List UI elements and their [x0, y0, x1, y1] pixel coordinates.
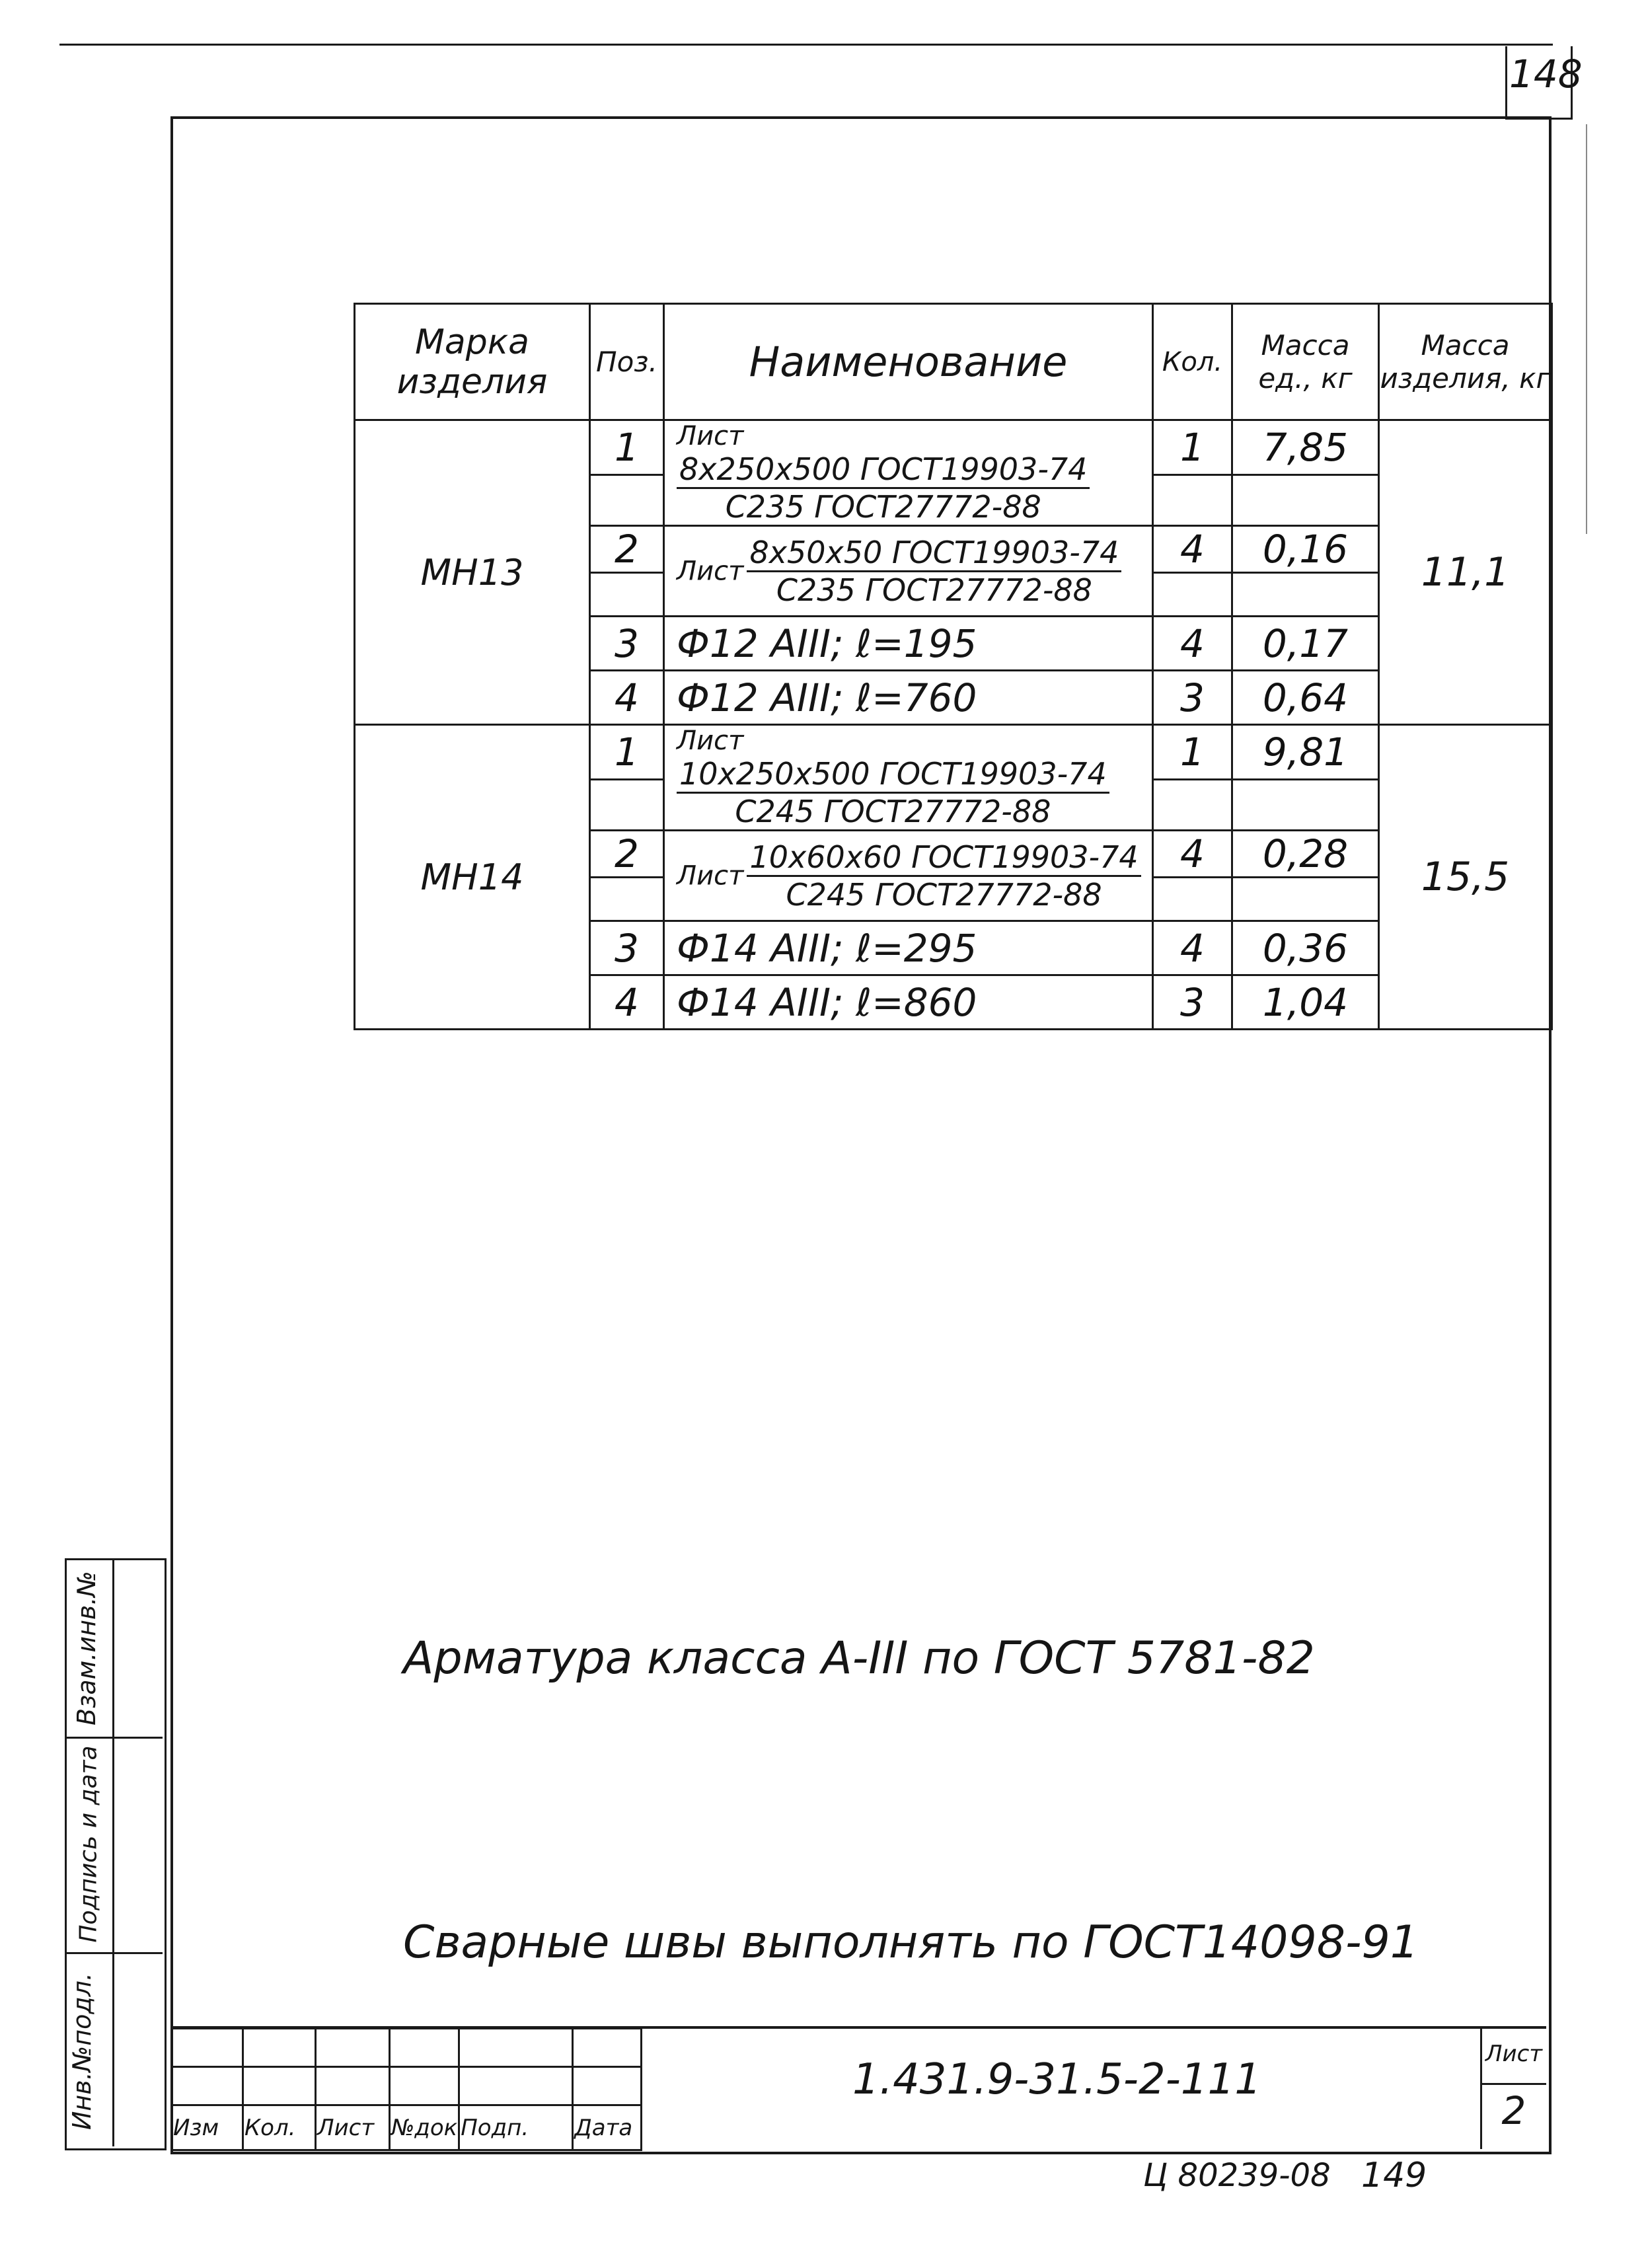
- top-rule: [59, 44, 1553, 46]
- header-name: Наименование: [664, 304, 1153, 420]
- name-cell: Лист 10х250х500 ГОСТ19903-74 С245 ГОСТ27772-88: [664, 725, 1153, 831]
- page-number: 149: [1361, 2156, 1427, 2195]
- side-stamp-podp-data: Подпись и дата: [75, 1745, 102, 1943]
- title-col-data: Дата: [573, 2105, 642, 2150]
- note-welds: Сварные швы выполнять по ГОСТ14098-91: [403, 1916, 1419, 1969]
- name-cell: Лист 8х250х500 ГОСТ19903-74 С235 ГОСТ27772-88: [664, 420, 1153, 526]
- side-stamp-divider: [112, 1558, 114, 2146]
- title-col-ndok: №док: [390, 2105, 459, 2150]
- pos-cell: 4: [590, 671, 664, 725]
- mass-cell: 9,81: [1232, 725, 1379, 780]
- sheet-number: 2: [1501, 2088, 1526, 2133]
- title-col-podp: Подп.: [459, 2105, 573, 2150]
- sheet-label: Лист: [1485, 2041, 1543, 2067]
- frame-inner-line: [1586, 124, 1587, 534]
- pos-cell: 2: [590, 526, 664, 573]
- name-cell: Ф12 АIII; ℓ=195: [664, 617, 1153, 671]
- name-cell: Ф14 АIII; ℓ=860: [664, 975, 1153, 1030]
- title-col-izm: Изм: [172, 2105, 243, 2150]
- qty-cell: 4: [1153, 831, 1232, 878]
- qty-cell: 4: [1153, 526, 1232, 573]
- header-item-mass: Масса изделия, кг: [1379, 304, 1552, 420]
- sheet-corner-number: 148: [1509, 52, 1583, 96]
- title-col-kol: Кол.: [243, 2105, 316, 2150]
- header-pos: Поз.: [590, 304, 664, 420]
- qty-cell: 3: [1153, 671, 1232, 725]
- mass-cell: 7,85: [1232, 420, 1379, 475]
- side-stamp-divider: [65, 1952, 163, 1954]
- mass-cell: 0,28: [1232, 831, 1379, 878]
- mass-cell: 0,17: [1232, 617, 1379, 671]
- mass-cell: 0,64: [1232, 671, 1379, 725]
- header-unit-mass: Масса ед., кг: [1232, 304, 1379, 420]
- specification-table: [354, 303, 1553, 726]
- mass-cell: 1,04: [1232, 975, 1379, 1030]
- document-code: 1.431.9-31.5-2-111: [852, 2055, 1261, 2104]
- header-mark: Марка изделия: [355, 304, 590, 420]
- mass-cell: 0,36: [1232, 921, 1379, 975]
- qty-cell: 3: [1153, 975, 1232, 1030]
- mark-cell: МН13: [355, 420, 590, 725]
- pos-cell: 4: [590, 975, 664, 1030]
- name-cell: Лист 8х50х50 ГОСТ19903-74 С235 ГОСТ27772-88: [664, 526, 1153, 617]
- side-stamp-inv-podl: Инв.№подл.: [67, 1973, 96, 2131]
- pos-cell: 3: [590, 921, 664, 975]
- note-rebar: Арматура класса А-III по ГОСТ 5781-82: [403, 1632, 1315, 1684]
- qty-cell: 1: [1153, 725, 1232, 780]
- total-mass-cell: 11,1: [1379, 420, 1552, 725]
- pos-cell: 2: [590, 831, 664, 878]
- total-mass-cell: 15,5: [1379, 725, 1552, 1030]
- name-cell: Ф12 АIII; ℓ=760: [664, 671, 1153, 725]
- archive-number: Ц 80239-08: [1143, 2157, 1331, 2194]
- qty-cell: 4: [1153, 617, 1232, 671]
- header-qty: Кол.: [1153, 304, 1232, 420]
- title-block-grid: [170, 2027, 642, 2151]
- specification-table-group-2: [354, 724, 1553, 1030]
- qty-cell: 1: [1153, 420, 1232, 475]
- sheet-box-divider: [1480, 2083, 1546, 2085]
- pos-cell: 1: [590, 420, 664, 475]
- pos-cell: 3: [590, 617, 664, 671]
- side-stamp-vzam-inv: Взам.инв.№: [72, 1571, 101, 1725]
- name-cell: Ф14 АIII; ℓ=295: [664, 921, 1153, 975]
- title-col-list: Лист: [316, 2105, 390, 2150]
- table-row: [355, 725, 1552, 780]
- qty-cell: 4: [1153, 921, 1232, 975]
- mark-cell: МН14: [355, 725, 590, 1030]
- table-row: [355, 420, 1552, 475]
- mass-cell: 0,16: [1232, 526, 1379, 573]
- name-cell: Лист 10х60х60 ГОСТ19903-74 С245 ГОСТ27772-88: [664, 831, 1153, 921]
- pos-cell: 1: [590, 725, 664, 780]
